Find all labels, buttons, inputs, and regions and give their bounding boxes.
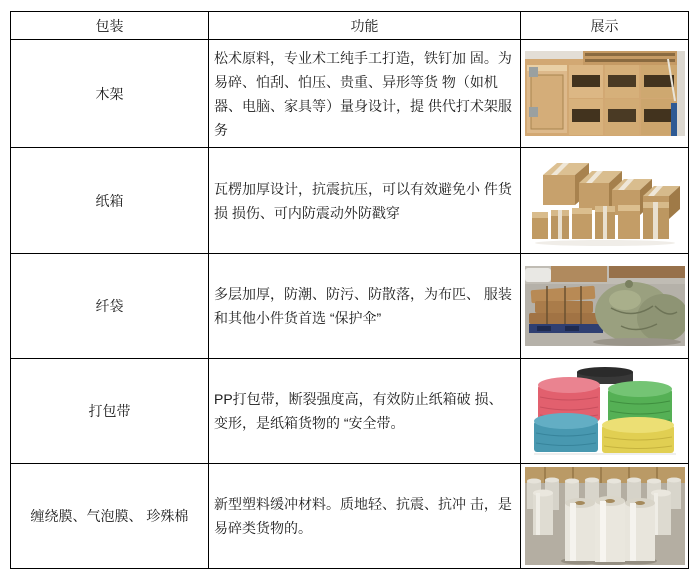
table-row: [11, 254, 689, 359]
table-row: [11, 40, 689, 148]
package-name: 打包带: [11, 359, 209, 464]
package-name: 纤袋: [11, 254, 209, 359]
table-row: [11, 148, 689, 254]
package-name: 纸箱: [11, 148, 209, 254]
header-function: 功能: [209, 12, 521, 40]
package-function: 多层加厚，防潮、防污、防散落，为布匹、 服装和其他小件货首选 “保护伞”: [209, 254, 521, 359]
table-row: [11, 359, 689, 464]
package-function: PP打包带，断裂强度高，有效防止纸箱破 损、变形，是纸箱货物的 “安全带。: [209, 359, 521, 464]
fiber-bags-photo: [525, 266, 685, 346]
header-display: 展示: [521, 12, 689, 40]
header-package: 包装: [11, 12, 209, 40]
stretch-film-rolls-photo: [525, 467, 685, 565]
package-function: 松术原料，专业术工纯手工打造，铁钉加 固。为易碎、怕刮、怕压、贵重、异形等货 物（如机器、电脑、家具等）量身设计，提 供代打术架服务: [209, 40, 521, 148]
cardboard-boxes-photo: [529, 155, 681, 247]
table-row: [11, 464, 689, 569]
strapping-rolls-photo: [532, 367, 678, 455]
package-name: 缠绕膜、气泡膜、 珍殊棉: [11, 464, 209, 569]
package-name: 木架: [11, 40, 209, 148]
packaging-table: [10, 11, 689, 569]
wooden-crates-photo: [525, 51, 685, 136]
header-row: [11, 12, 689, 40]
package-function: 新型塑料缓冲材料。质地轻、抗震、抗冲 击，是易碎类货物的。: [209, 464, 521, 569]
package-function: 瓦楞加厚设计，抗震抗压，可以有效避免小 件货损 损伤、可内防震动外防戳穿: [209, 148, 521, 254]
